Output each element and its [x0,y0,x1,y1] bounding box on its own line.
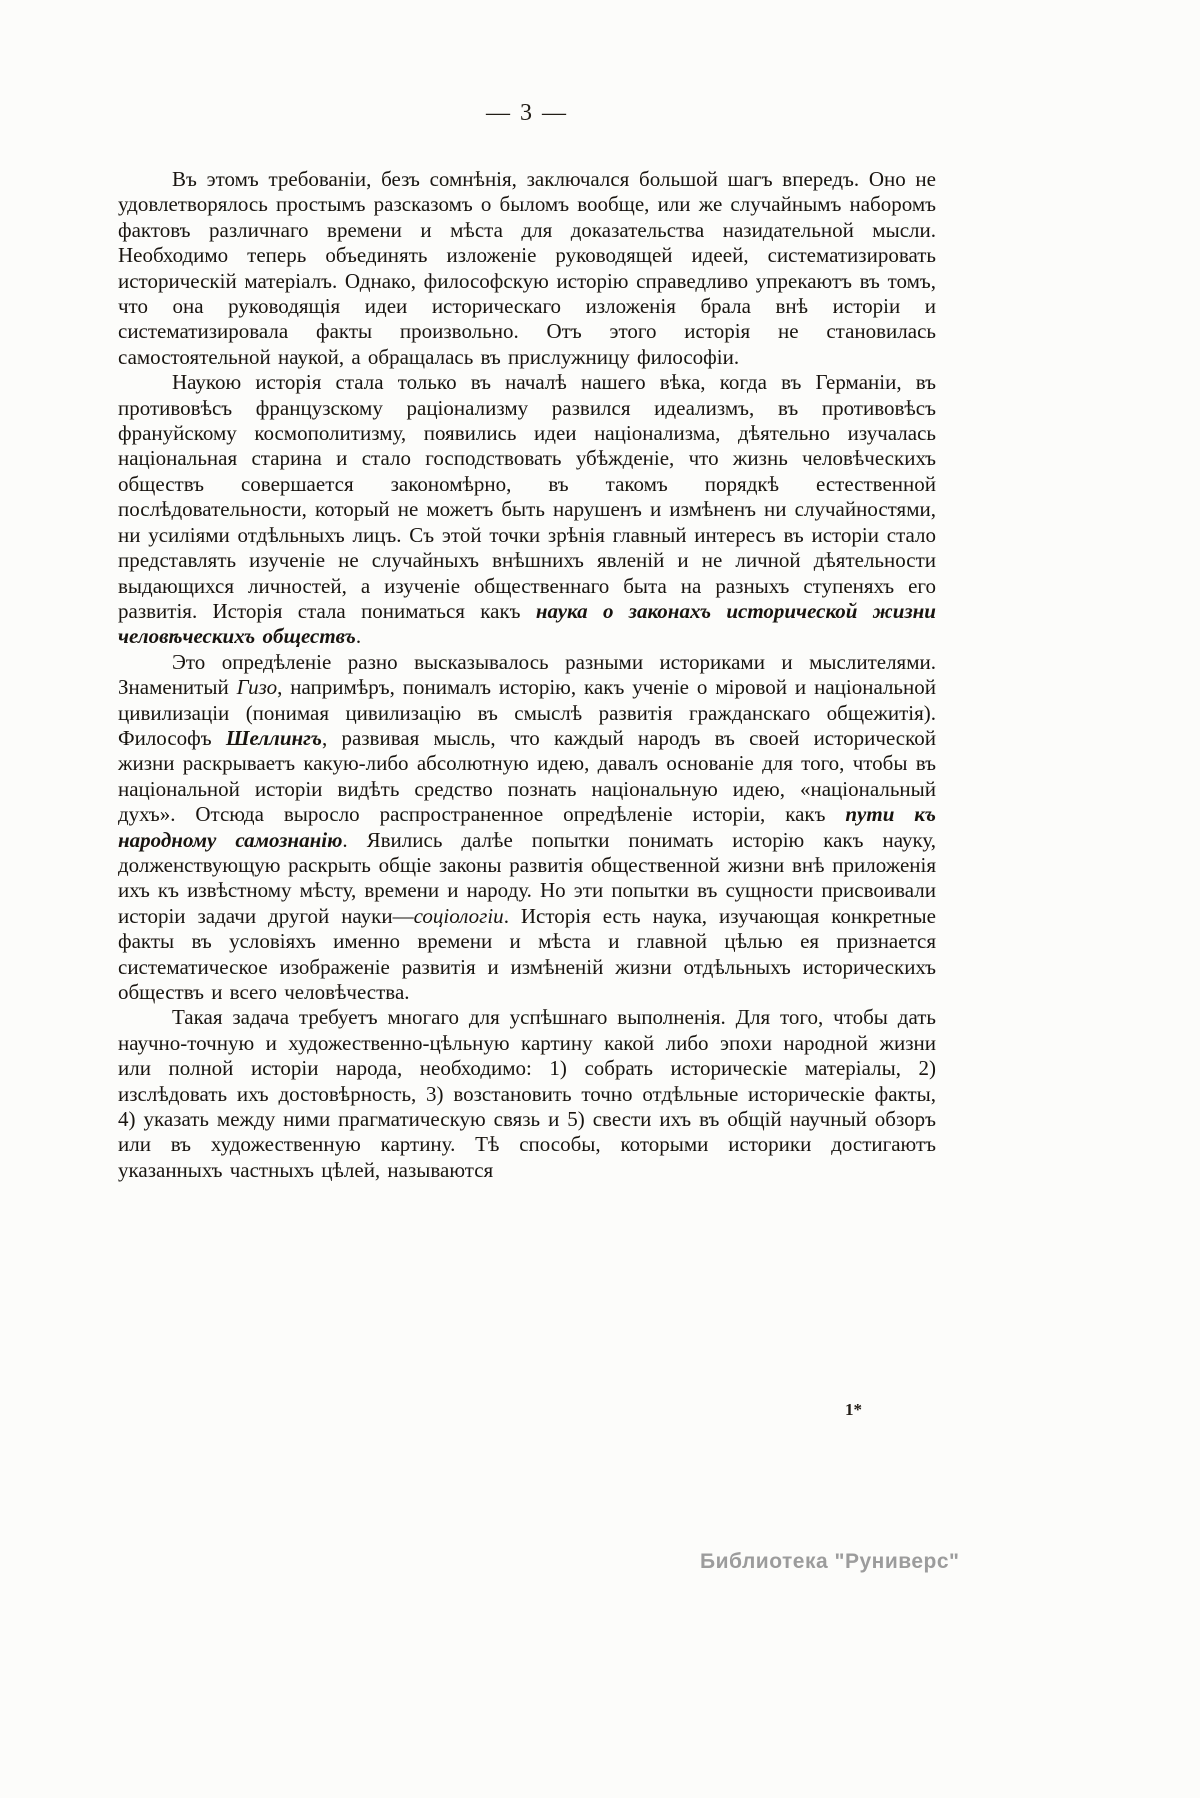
text-run: Въ этомъ требованіи, безъ сомнѣнія, заключался большой шагъ впередъ. Оно не удовлетворялось простымъ разсказомъ о быломъ вообще, или же случайнымъ наборомъ фактовъ различнаго времени и мѣста для доказательства назидательной мысли. Необходимо теперь объединять изложеніе руководящей идеей, систематизировать историческій матеріалъ. Однако, философскую исторію справедливо упрекаютъ въ томъ, что она руководящія идеи историческаго изложенія брала внѣ исторіи и систематизировала факты произвольно. Отъ этого исторія не становилась самостоятельной наукой, а обращалась въ прислужницу философіи. [118,167,936,369]
text-column [118,100,936,1183]
text-run: . Исторія есть наука, изучающая конкретные факты въ условіяхъ именно времени и мѣста и главной цѣлью ея признается систематическое изображеніе развитія и измѣненій жизни отдѣльныхъ историческихъ обществъ и всего человѣчества. [118,903,936,1004]
paragraph [118,370,936,649]
emphasis-run: Гизо [236,675,278,700]
page-text [118,167,936,1183]
signature-mark: 1* [845,1400,862,1419]
emphasis-run: Шеллингъ [225,725,322,750]
text-run: Такая задача требуетъ многаго для успѣшнаго выполненія. Для того, чтобы дать научно-точную и художественно-цѣльную картину какой либо эпохи народной жизни или полной исторіи народа, необходимо: 1) собрать историческіе матеріалы, 2) изслѣдовать ихъ достовѣрность, 3) возстановить точно отдѣльные историческіе факты, 4) указать между ними прагматическую связь и 5) свести ихъ въ общій научный обзоръ или въ художественную картину. Тѣ способы, которыми историки достигаютъ указанныхъ частныхъ цѣлей, называются [118,1005,936,1182]
text-run: Это опредѣленіе разно высказывалось разными историками и мыслителями. Знаменитый [118,649,936,700]
text-run: . Явились далѣе попытки понимать исторію какъ науку, долженствующую раскрыть общіе законы развитія общественной жизни внѣ приложенія ихъ къ извѣстному мѣсту, времени и народу. Но эти попытки въ сущности присвоивали исторіи задачи другой науки— [118,827,936,928]
page-number: — 3 — [486,100,568,126]
text-run: Наукою исторія стала только въ началѣ нашего вѣка, когда въ Германіи, въ противовѣсъ французскому раціонализму развился идеализмъ, въ противовѣсъ франуйскому космополитизму, появились идеи націонализма, дѣятельно изучалась національная старина и стало господствовать убѣжденіе, что жизнь человѣческихъ обществъ совершается закономѣрно, въ такомъ порядкѣ естественной послѣдовательности, который не можетъ быть нарушенъ и измѣненъ ни случайностями, ни усиліями отдѣльныхъ лицъ. Съ этой точки зрѣнія главный интересъ въ исторіи стало представлять изученіе не случайныхъ внѣшнихъ явленій и не личной дѣятельности выдающихся личностей, а изученіе общественнаго быта на разныхъ ступеняхъ его развитія. Исторія стала пониматься какъ [118,370,936,623]
text-run: . [355,624,362,649]
emphasis-run: наука о законахъ исторической жизни человѣческихъ обществъ [118,598,936,649]
paragraph [118,650,936,1006]
paragraph [118,167,936,370]
text-run: , развивая мысль, что каждый народъ въ своей исторической жизни раскрываетъ какую-либо абсолютную идею, давалъ основаніе для того, чтобы въ національной исторіи видѣть средство познать національную идею, «національный духъ». Отсюда выросло распространенное опредѣленіе исторіи, какъ [118,725,936,827]
paragraph [118,1005,936,1183]
library-watermark: Библиотека "Руниверс" [700,1550,960,1573]
emphasis-run: пути къ народному самознанію [118,802,936,852]
emphasis-run: соціологіи [413,903,504,928]
text-run: , напримѣръ, понималъ исторію, какъ ученіе о міровой и національной цивилизаціи (понимая цивилизацію въ смыслѣ развитія гражданскаго общежитія). Философъ [118,675,936,750]
